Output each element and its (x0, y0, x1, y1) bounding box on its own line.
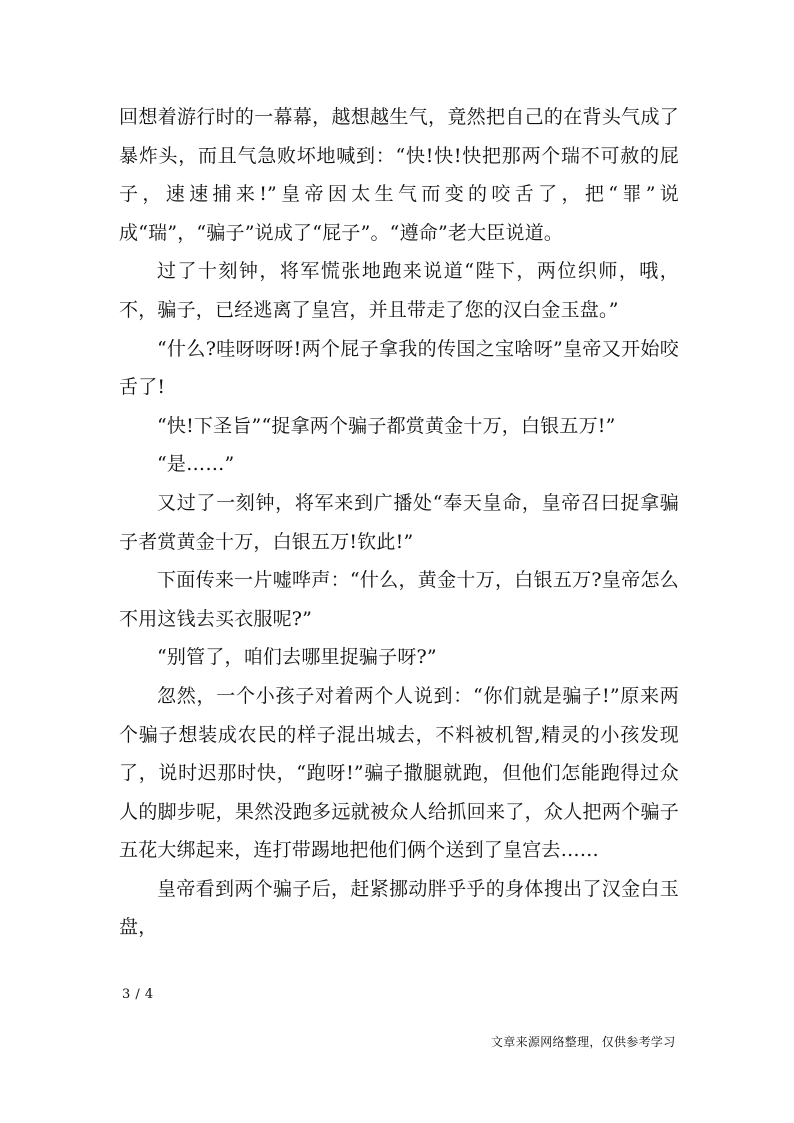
paragraph: 下面传来一片嘘哗声：“什么，黄金十万，白银五万?皇帝怎么不用这钱去买衣服呢?” (119, 569, 679, 630)
footer-note: 文章来源网络整理，仅供参考学习 (491, 1035, 676, 1049)
paragraph: 忽然，一个小孩子对着两个人说到：“你们就是骗子!”原来两个骗子想装成农民的样子混出城去，不料被机智,精灵的小孩发现了，说时迟那时快，“跑呀!”骗子撒腿就跑，但他们怎能跑得过众人的脚步呢，果然没跑多远就被众人给抓回来了，众人把两个骗子五花大绑起来，连打带踢地把他们俩个送到了皇宫去…… (119, 684, 679, 862)
page-number: 3 / 4 (122, 987, 154, 1002)
paragraph: “什么?哇呀呀呀!两个屁子拿我的传国之宝啥呀”皇帝又开始咬舌了! (119, 337, 679, 399)
paragraph: “快!下圣旨”“捉拿两个骗子都赏黄金十万，白银五万!” (157, 414, 616, 437)
paragraph: “是……” (157, 453, 235, 476)
document-body (119, 98, 679, 947)
paragraph: 回想着游行时的一幕幕，越想越生气，竟然把自己的在背头气成了暴炸头，而且气急败坏地喊到：“快!快!快把那两个瑞不可赦的屁子，速速捕来!”皇帝因太生气而变的咬舌了，把“罪”说成“瑞”，“骗子”说成了“屁子”。“遵命”老大臣说道。 (119, 106, 679, 244)
paragraph: “别管了，咱们去哪里捉骗子呀?” (157, 646, 437, 669)
paragraph: 过了十刻钟，将军慌张地跑来说道“陛下，两位织师，哦，不，骗子，已经逃离了皇宫，并且带走了您的汉白金玉盘。” (119, 260, 679, 321)
paragraph: 皇帝看到两个骗子后，赶紧挪动胖乎乎的身体搜出了汉金白玉盘， (119, 877, 679, 939)
paragraph: 又过了一刻钟，将军来到广播处“奉天皇命，皇帝召曰捉拿骗子者赏黄金十万，白银五万!钦此!” (119, 491, 679, 553)
